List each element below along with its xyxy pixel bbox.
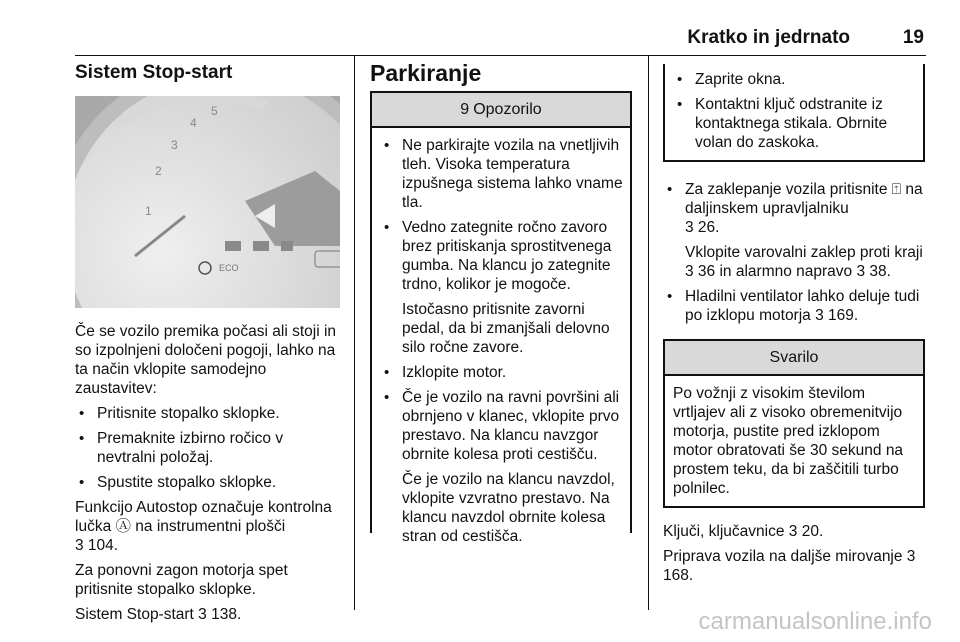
list-item-sub: Istočasno pritisnite zavorni pedal, da bi zmanjšali delovno silo ročne zavore. xyxy=(402,301,610,356)
section-heading-parkiranje: Parkiranje xyxy=(370,60,482,86)
caution-box xyxy=(663,339,925,508)
stop-start-ref: Sistem Stop-start 3 138. xyxy=(75,606,242,623)
continued-list xyxy=(673,70,917,152)
list-item-text: Vedno zategnite ročno zavoro brez pritiskanja sprostitvenega gumba. Na klancu jo zategnite trdno, kolikor je mogoče. xyxy=(402,219,612,293)
list-item: • Kontaktni ključ odstranite iz kontaktnega stikala. Obrnite volan do zaskoka. xyxy=(673,95,917,152)
page-number: 19 xyxy=(902,27,924,48)
header-rule xyxy=(75,55,926,56)
lock-text: Za zaklepanje vozila pritisnite xyxy=(685,181,888,198)
instrument-cluster-figure xyxy=(75,96,340,308)
storage-ref: Priprava vozila na daljše mirovanje 3 168. xyxy=(663,548,916,584)
keys-ref: Ključi, ključavnice 3 20. xyxy=(663,523,824,540)
autostop-text: Funkcijo Autostop označuje kontrolna lučka Ⓐ na instrumentni plošči xyxy=(75,499,332,535)
autostop-ref: 3 104. xyxy=(75,537,119,554)
warning-list xyxy=(380,136,624,546)
column-3 xyxy=(663,64,925,591)
column-1 xyxy=(75,63,343,82)
lock-ref: 3 26. xyxy=(685,219,720,236)
eco-label: ECO xyxy=(219,263,239,273)
list-item xyxy=(380,218,624,357)
gauge-mark-2: 2 xyxy=(155,164,162,178)
warning-triangle-icon: 9 xyxy=(460,101,470,118)
list-item: • Pritisnite stopalko sklopke. xyxy=(75,404,343,423)
column-1-body xyxy=(75,322,343,630)
gauge-mark-3: 3 xyxy=(171,138,178,152)
column-divider-1 xyxy=(354,55,355,610)
column-2 xyxy=(370,60,632,545)
page-header xyxy=(0,27,960,53)
watermark: carmanualsonline.info xyxy=(698,608,932,635)
gauge-mark-5: 5 xyxy=(211,104,218,118)
list-item-sub: Če je vozilo na klancu navzdol, vklopite vzvratno prestavo. Na klancu navzdol obrnite kolesa stran od cestišča. xyxy=(402,471,615,545)
list-item xyxy=(380,388,624,546)
caution-title: Svarilo xyxy=(665,341,923,376)
list-item: • Hladilni ventilator lahko deluje tudi po izklopu motorja 3 169. xyxy=(663,287,925,325)
list-item: • Spustite stopalko sklopke. xyxy=(75,473,343,492)
list-item: • Izklopite motor. xyxy=(380,363,624,382)
stop-start-intro: Če se vozilo premika počasi ali stoji in so izpolnjeni določeni pogoji, lahko na ta način vklopite samodejno zaustavitev: xyxy=(75,323,337,397)
continued-warning-box xyxy=(663,64,925,162)
list-item: • Ne parkirajte vozila na vnetljivih tleh. Visoka temperatura izpušnega sistema lahko vname tla. xyxy=(380,136,624,212)
list-item xyxy=(663,180,925,281)
warning-title xyxy=(372,93,630,128)
gauge-mark-4: 4 xyxy=(190,116,197,130)
lock-text-tail: na daljinskem upravljalniku xyxy=(685,181,923,217)
caution-text: Po vožnji z visokim številom vrtljajev ali z visoko obremenitvijo motorja, pustite pred izklopom motor obratovati še 30 sekund na prostem teku, da bi zaščitili turbo polnilec. xyxy=(673,385,904,497)
section-heading-stop-start: Sistem Stop-start xyxy=(75,62,233,83)
anti-theft-text: Vklopite varovalni zaklep proti kraji 3 36 in alarmno napravo 3 38. xyxy=(685,244,923,280)
stop-start-steps xyxy=(75,404,343,492)
locking-list xyxy=(663,180,925,325)
header-title: Kratko in jedrnato xyxy=(687,27,850,48)
list-item-text: Če je vozilo na ravni površini ali obrnjeno v klanec, vklopite prvo prestavo. Na klancu navzgor obrnite kolesa proti cestišču. xyxy=(402,389,620,463)
list-item: • Zaprite okna. xyxy=(673,70,917,89)
restart-text: Za ponovni zagon motorja spet pritisnite stopalko sklopke. xyxy=(75,562,288,598)
list-item: • Premaknite izbirno ročico v nevtralni položaj. xyxy=(75,429,343,467)
warning-box xyxy=(370,91,632,545)
lock-icon: ⍐ xyxy=(891,181,902,198)
warning-title-text: Opozorilo xyxy=(473,101,542,118)
gauge-mark-1: 1 xyxy=(145,204,152,218)
column-divider-2 xyxy=(648,55,649,610)
